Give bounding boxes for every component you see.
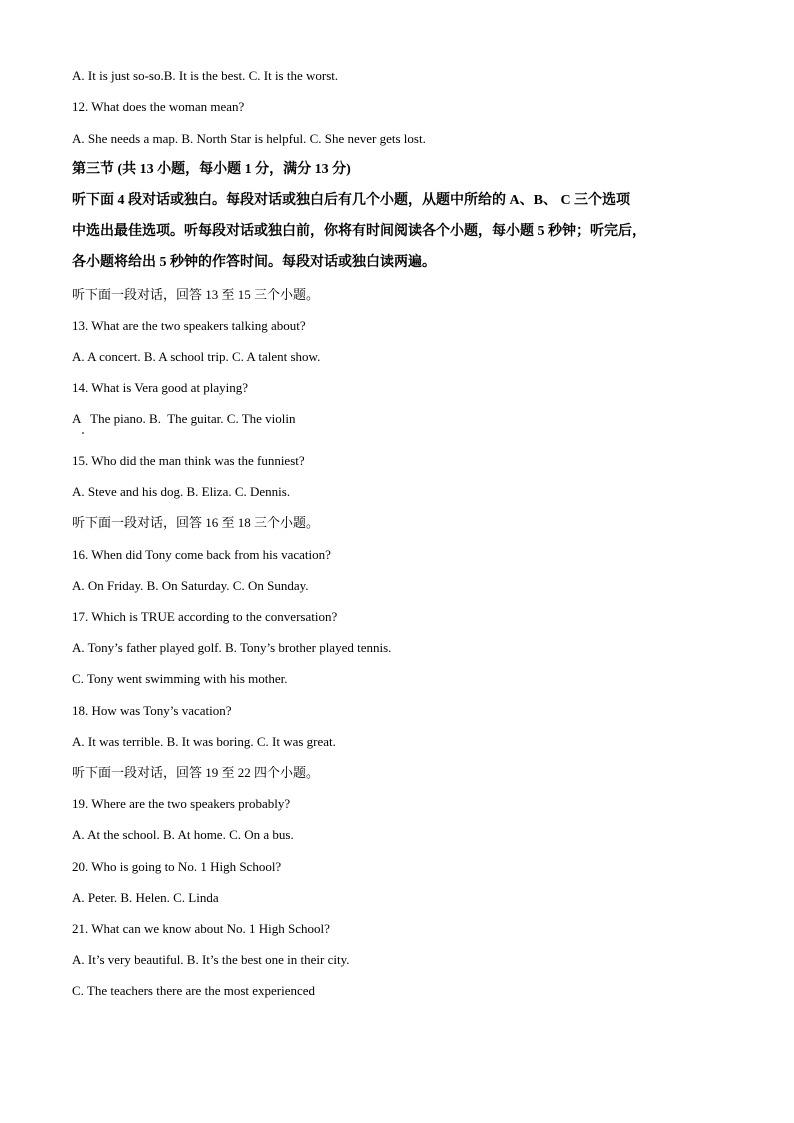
section-heading: 第三节 (共 13 小题，每小题 1 分，满分 13 分) — [72, 162, 351, 177]
option-line-q16: A. On Friday. B. On Saturday. C. On Sunday. — [72, 578, 309, 593]
option-line-q11: A. It is just so-so.B. It is the best. C. It is the worst. — [72, 68, 339, 83]
option-line-q21-c: C. The teachers there are the most experienced — [72, 983, 316, 998]
option-line-q14: A The piano. B. The guitar. C. The violin — [72, 411, 296, 426]
question-13: 13. What are the two speakers talking about? — [72, 318, 306, 333]
dialogue-intro-1: 听下面一段对话，回答 13 至 15 三个小题。 — [72, 287, 320, 302]
option-line-q12: A. She needs a map. B. North Star is helpful. C. She never gets lost. — [72, 131, 426, 146]
question-16: 16. When did Tony come back from his vacation? — [72, 547, 331, 562]
question-18: 18. How was Tony’s vacation? — [72, 703, 232, 718]
question-21: 21. What can we know about No. 1 High School? — [72, 921, 330, 936]
instructions-line-3: 各小题将给出 5 秒钟的作答时间。每段对话或独白读两遍。 — [72, 255, 436, 270]
option-line-q20: A. Peter. B. Helen. C. Linda — [72, 890, 219, 905]
instructions-line-1: 听下面 4 段对话或独白。每段对话或独白后有几个小题，从题中所给的 A、B、 C 三个选项 — [72, 193, 631, 208]
dialogue-intro-2: 听下面一段对话，回答 16 至 18 三个小题。 — [72, 515, 320, 530]
option-line-q19: A. At the school. B. At home. C. On a bus. — [72, 827, 294, 842]
option-line-q15: A. Steve and his dog. B. Eliza. C. Dennis. — [72, 484, 291, 499]
option-line-q17-ab: A. Tony’s father played golf. B. Tony’s brother played tennis. — [72, 640, 392, 655]
option-line-q21-ab: A. It’s very beautiful. B. It’s the best one in their city. — [72, 952, 350, 967]
question-15: 15. Who did the man think was the funniest? — [72, 453, 305, 468]
question-12: 12. What does the woman mean? — [72, 99, 245, 114]
option-line-q17-c: C. Tony went swimming with his mother. — [72, 671, 288, 686]
dialogue-intro-3: 听下面一段对话，回答 19 至 22 四个小题。 — [72, 765, 320, 780]
option-line-q13: A. A concert. B. A school trip. C. A talent show. — [72, 349, 321, 364]
question-14: 14. What is Vera good at playing? — [72, 380, 249, 395]
question-17: 17. Which is TRUE according to the conversation? — [72, 609, 338, 624]
instructions-line-2: 中选出最佳选项。听每段对话或独白前，你将有时间阅读各个小题，每小题 5 秒钟；听完后， — [72, 224, 646, 239]
stray-dot — [82, 432, 84, 434]
question-19: 19. Where are the two speakers probably? — [72, 796, 291, 811]
question-20: 20. Who is going to No. 1 High School? — [72, 859, 282, 874]
option-line-q18: A. It was terrible. B. It was boring. C. It was great. — [72, 734, 336, 749]
